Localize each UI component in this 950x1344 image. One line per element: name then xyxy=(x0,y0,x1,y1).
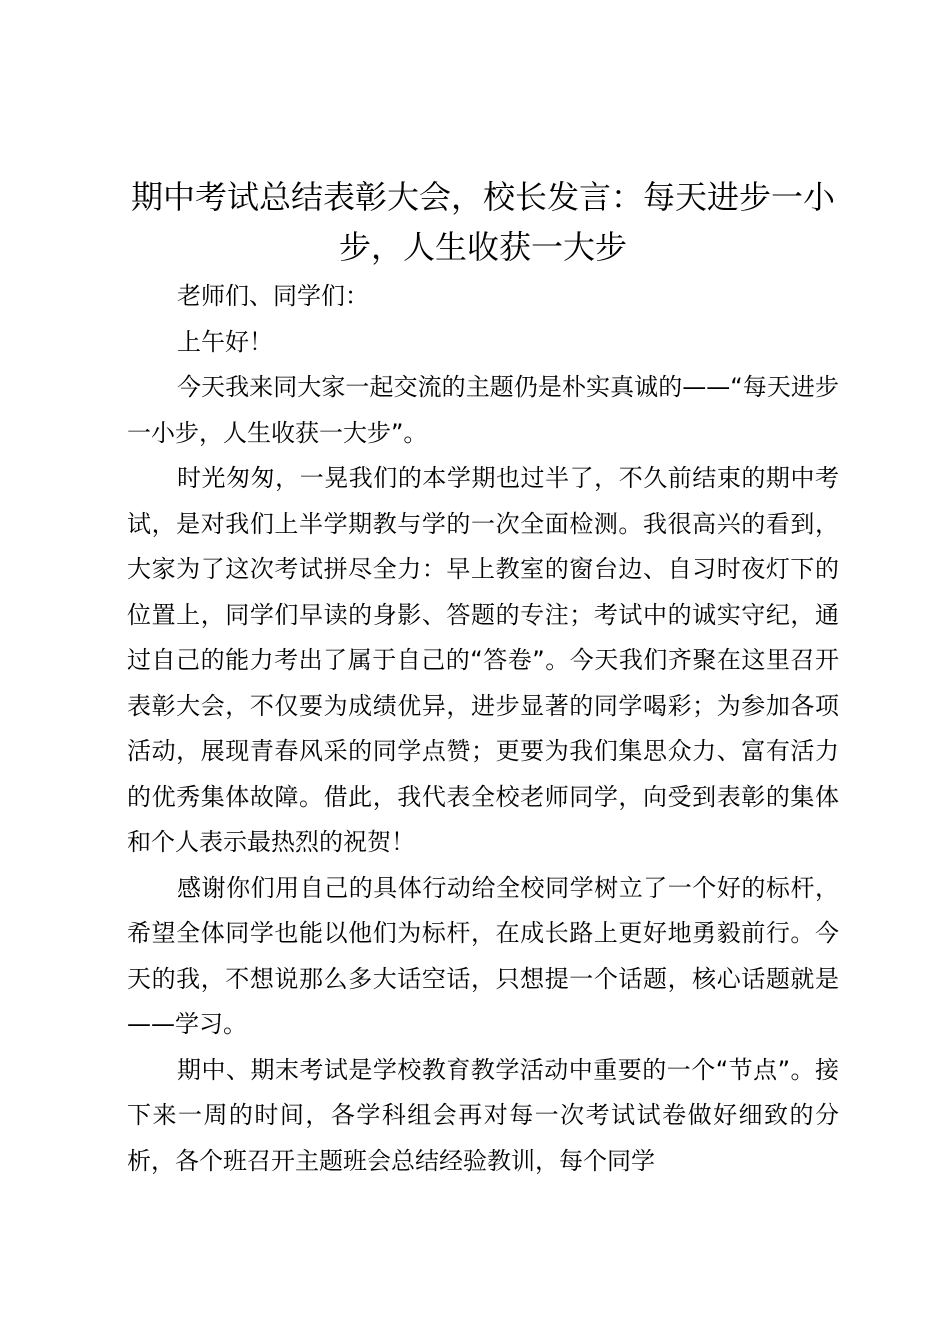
paragraph-exam-node: 期中、期末考试是学校教育教学活动中重要的一个“节点”。接下来一周的时间，各学科组会再对每一次考试试卷做好细致的分析，各个班召开主题班会总结经验教训，每个同学 xyxy=(127,1055,839,1175)
paragraph-greeting: 老师们、同学们： xyxy=(177,282,369,310)
paragraph-thanks: 感谢你们用自己的具体行动给全校同学树立了一个好的标杆，希望全体同学也能以他们为标杆，在成长路上更好地勇毅前行。今天的我，不想说那么多大话空话，只想提一个话题，核心话题就是——学习。 xyxy=(127,873,839,1038)
paragraph-theme: 今天我来同大家一起交流的主题仍是朴实真诚的——“每天进步一小步，人生收获一大步”。 xyxy=(127,373,839,447)
paragraph-salutation: 上午好！ xyxy=(177,327,273,356)
document-body xyxy=(127,172,839,1184)
document-title: 期中考试总结表彰大会，校长发言：每天进步一小步，人生收获一大步 xyxy=(130,178,835,266)
paragraph-exam-review: 时光匆匆，一晃我们的本学期也过半了，不久前结束的期中考试，是对我们上半学期教与学的一次全面检测。我很高兴的看到，大家为了这次考试拼尽全力：早上教室的窗台边、自习时夜灯下的位置上，同学们早读的身影、答题的专注；考试中的诚实守纪，通过自己的能力考出了属于自己的“答卷”。今天我们齐聚在这里召开表彰大会，不仅要为成绩优异，进步显著的同学喝彩；为参加各项活动，展现青春风采的同学点赞；更要为我们集思众力、富有活力的优秀集体故障。借此，我代表全校老师同学，向受到表彰的集体和个人表示最热烈的祝贺！ xyxy=(127,464,839,856)
